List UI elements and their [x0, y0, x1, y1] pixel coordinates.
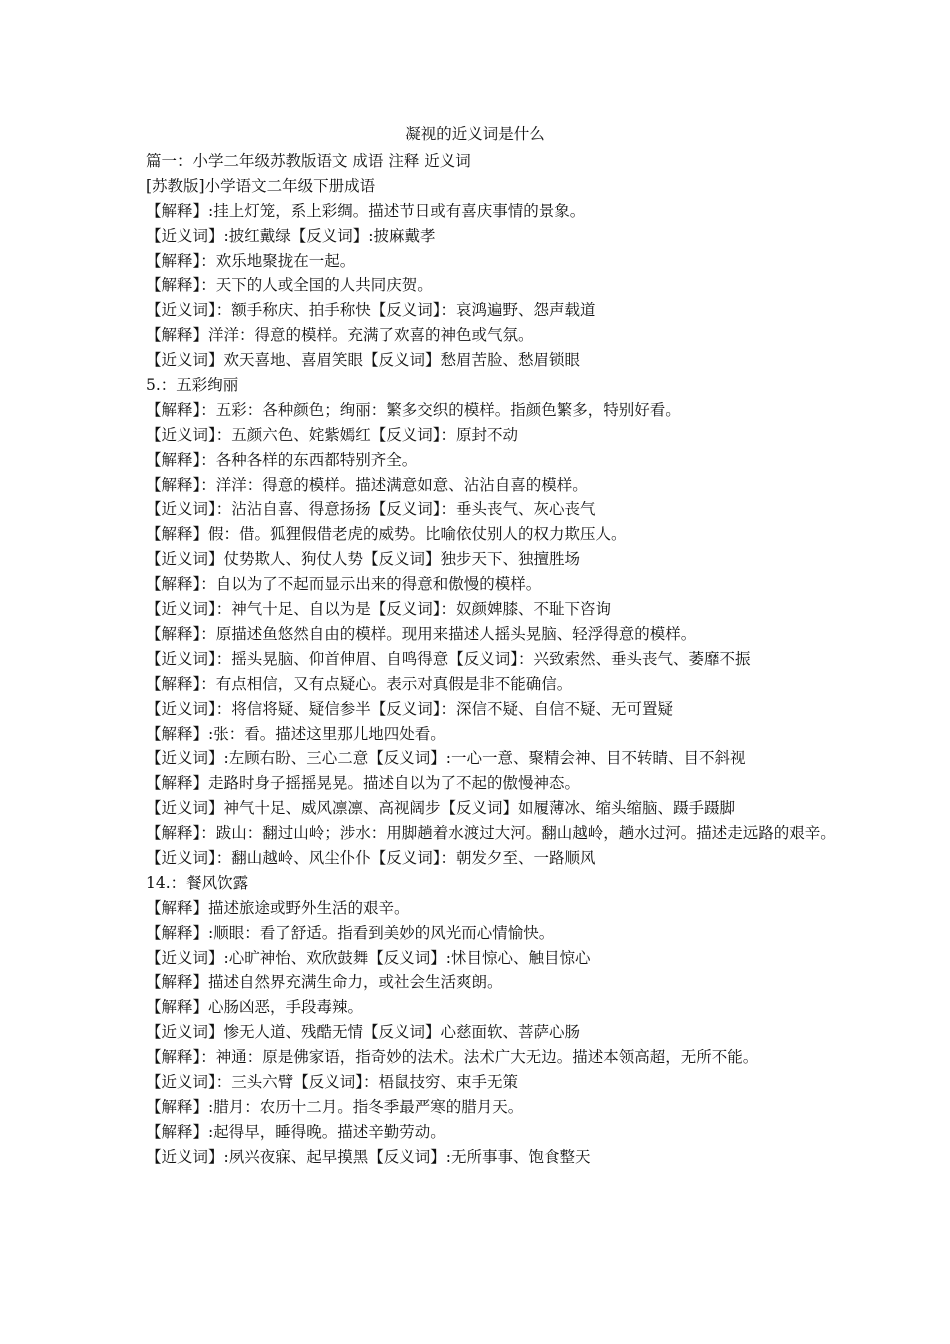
- text-line: 【近义词】仗势欺人、狗仗人势【反义词】独步天下、独擅胜场: [146, 550, 581, 569]
- text-line: 【解释】洋洋：得意的模样。充满了欢喜的神色或气氛。: [146, 326, 534, 345]
- text-line: 【近义词】：将信将疑、疑信参半【反义词】：深信不疑、自信不疑、无可置疑: [146, 699, 674, 718]
- text-line: 【近义词】：神气十足、自以为是【反义词】：奴颜婢膝、不耻下咨询: [146, 600, 612, 619]
- text-line: 【近义词】:左顾右盼、三心二意【反义词】:一心一意、聚精会神、目不转睛、目不斜视: [146, 749, 746, 768]
- text-line: 【近义词】:夙兴夜寐、起早摸黑【反义词】:无所事事、饱食整天: [146, 1147, 591, 1166]
- text-line: 【解释】：各种各样的东西都特别齐全。: [146, 450, 418, 469]
- text-line: 【解释】:张：看。描述这里那儿地四处看。: [146, 724, 446, 743]
- document-title: 凝视的近义词是什么: [405, 125, 545, 143]
- text-line: 【解释】：五彩：各种颜色；绚丽：繁多交织的模样。指颜色繁多，特别好看。: [146, 400, 681, 419]
- text-line: 【解释】：有点相信，又有点疑心。表示对真假是非不能确信。: [146, 674, 573, 693]
- text-line: 【解释】：自以为了不起而显示出来的得意和傲慢的模样。: [146, 575, 542, 594]
- text-line: 14.：餐风饮露: [146, 873, 249, 892]
- text-line: 【解释】假：借。狐狸假借老虎的威势。比喻依仗别人的权力欺压人。: [146, 525, 627, 544]
- text-line: 【近义词】：沾沾自喜、得意扬扬【反义词】：垂头丧气、灰心丧气: [146, 500, 596, 519]
- text-line: 【解释】：神通：原是佛家语，指奇妙的法术。法术广大无边。描述本领高超，无所不能。: [146, 1048, 759, 1067]
- text-line: 【解释】心肠凶恶，手段毒辣。: [146, 998, 364, 1017]
- text-line: 【近义词】：额手称庆、拍手称快【反义词】：哀鸿遍野、怨声载道: [146, 301, 596, 320]
- text-line: 【近义词】：翻山越岭、风尘仆仆【反义词】：朝发夕至、一路顺风: [146, 848, 596, 867]
- text-line: 【解释】：跋山：翻过山岭；涉水：用脚趟着水渡过大河。翻山越岭，趟水过河。描述走远路的艰辛。: [146, 824, 836, 843]
- text-line: 【解释】：洋洋：得意的模样。描述满意如意、沾沾自喜的模样。: [146, 475, 588, 494]
- text-line: 【解释】:腊月：农历十二月。指冬季最严寒的腊月天。: [146, 1097, 524, 1116]
- text-line: 【解释】：天下的人或全国的人共同庆贺。: [146, 276, 433, 295]
- text-line: 篇一：小学二年级苏教版语文 成语 注释 近义词: [146, 152, 471, 170]
- text-line: 【解释】:顺眼：看了舒适。指看到美妙的风光而心情愉快。: [146, 923, 555, 942]
- text-line: 【近义词】惨无人道、残酷无情【反义词】心慈面软、菩萨心肠: [146, 1023, 581, 1042]
- text-line: 【解释】:挂上灯笼，系上彩绸。描述节日或有喜庆事情的景象。: [146, 201, 586, 220]
- text-line: 【解释】：欢乐地聚拢在一起。: [146, 251, 356, 270]
- text-line: 【解释】:起得早，睡得晚。描述辛勤劳动。: [146, 1122, 446, 1141]
- text-line: 【解释】走路时身子摇摇晃晃。描述自以为了不起的傲慢神态。: [146, 774, 581, 793]
- text-line: 【解释】描述旅途或野外生活的艰辛。: [146, 898, 410, 917]
- text-line: 【近义词】：摇头晃脑、仰首伸眉、自鸣得意【反义词】：兴致索然、垂头丧气、萎靡不振: [146, 649, 751, 668]
- text-line: 【近义词】:披红戴绿【反义词】:披麻戴孝: [146, 226, 436, 245]
- text-line: 5.：五彩绚丽: [146, 376, 239, 395]
- text-line: 【近义词】：三头六臂【反义词】：梧鼠技穷、束手无策: [146, 1072, 519, 1091]
- text-line: 【近义词】神气十足、威风凛凛、高视阔步【反义词】如履薄冰、缩头缩脑、蹑手蹑脚: [146, 799, 736, 818]
- text-line: [苏教版]小学语文二年级下册成语: [146, 176, 376, 195]
- text-line: 【近义词】欢天喜地、喜眉笑眼【反义词】愁眉苦脸、愁眉锁眼: [146, 351, 581, 370]
- text-line: 【近义词】：五颜六色、姹紫嫣红【反义词】：原封不动: [146, 425, 519, 444]
- text-line: 【解释】：原描述鱼悠然自由的模样。现用来描述人摇头晃脑、轻浮得意的模样。: [146, 624, 697, 643]
- text-line: 【近义词】:心旷神怡、欢欣鼓舞【反义词】:怵目惊心、触目惊心: [146, 948, 591, 967]
- document-body: [146, 149, 836, 1170]
- text-line: 【解释】描述自然界充满生命力，或社会生活爽朗。: [146, 973, 503, 992]
